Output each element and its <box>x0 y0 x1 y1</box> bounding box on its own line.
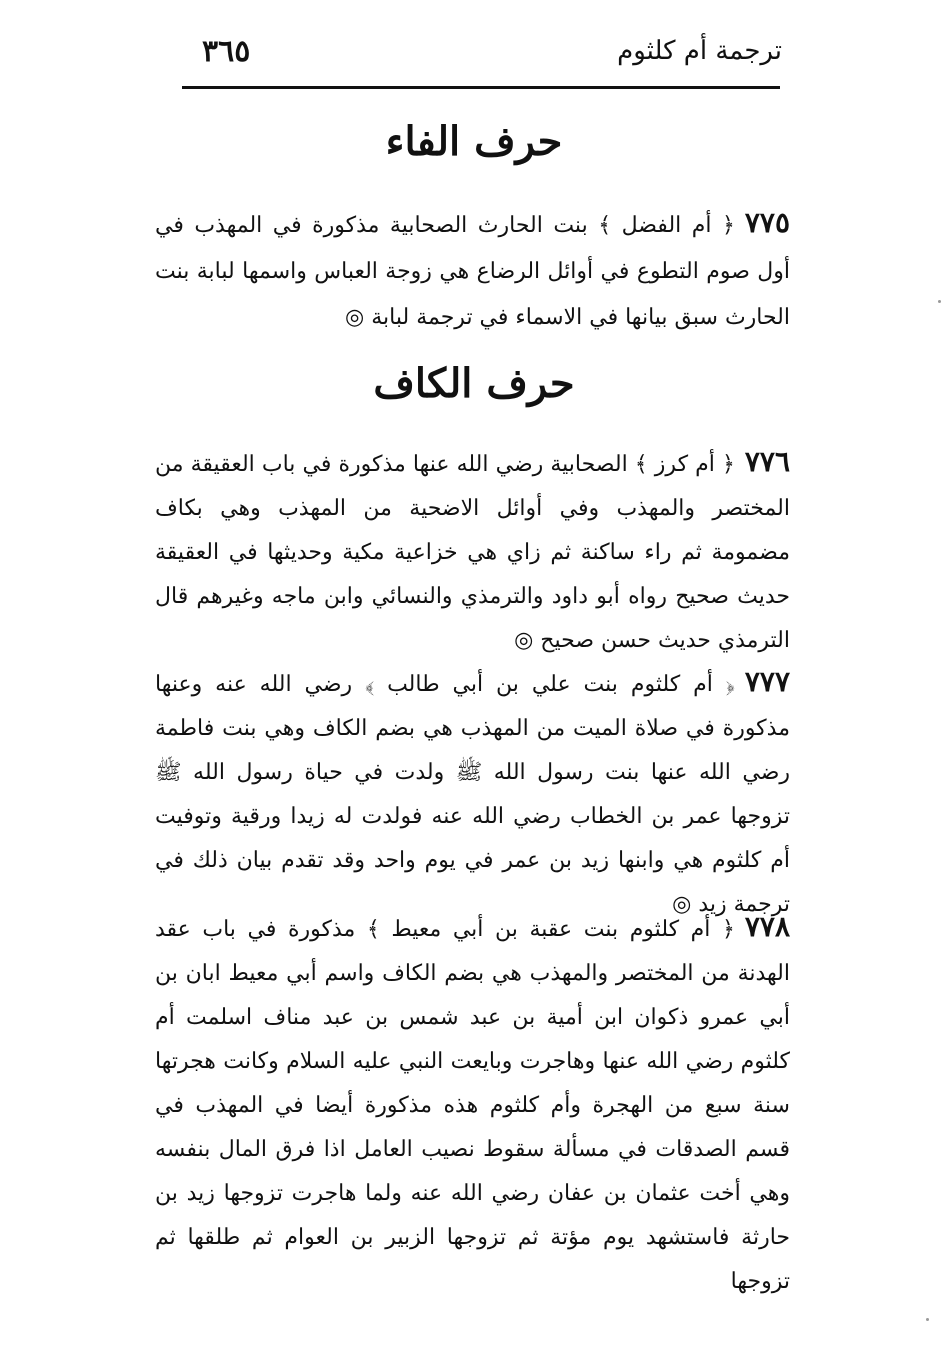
section-title-fa: حرف الفاء <box>385 118 563 165</box>
entry-text: ﴿ أم كرز ﴾ الصحابية رضي الله عنها مذكورة في باب العقيقة من المختصر والمهذب وفي أوائل الاضحية من المهذب وهي بكاف مضمومة ثم راء ساكنة ثم زاي هي خزاعية مكية وحديثها في العقيقة حديث صحيح رواه أبو داود والترمذي والنسائي وابن ماجه وغيرهم قال الترمذي حديث حسن صحيح ◎ <box>155 452 790 653</box>
entry-775 <box>155 200 790 341</box>
entry-776 <box>155 440 790 663</box>
page-header <box>182 30 782 84</box>
entry-number: ٧٧٥ <box>744 206 790 239</box>
entry-text: ﴿ أم الفضل ﴾ بنت الحارث الصحابية مذكورة في المهذب في أول صوم التطوع في أوائل الرضاع هي زوجة العباس واسمها لبابة بنت الحارث سبق بيانها في الاسماء في ترجمة لبابة ◎ <box>155 213 790 330</box>
entry-number: ٧٧٦ <box>744 445 790 478</box>
entry-text: ﴿ أم كلثوم بنت عقبة بن أبي معيط ﴾ مذكورة في باب عقد الهدنة من المختصر والمهذب هي بضم الكاف واسم أبي معيط ابان بن أبي عمرو ذكوان ابن أمية بن عبد شمس بن عبد مناف اسلمت أم كلثوم رضي الله عنها وهاجرت وبايعت النبي عليه السلام وكانت هجرتها سنة سبع من الهجرة وأم كلثوم هذه مذكورة أيضا في المهذب في قسم الصدقات في مسألة سقوط نصيب العامل اذا فرق المال بنفسه وهي أخت عثمان بن عفان رضي الله عنه ولما هاجرت تزوجها زيد بن حارثة فاستشهد يوم مؤتة ثم تزوجها الزبير بن العوام ثم طلقها ثم تزوجها <box>155 917 790 1294</box>
page-number: ٣٦٥ <box>202 34 251 69</box>
scan-speck <box>938 300 941 303</box>
section-title-kaf: حرف الكاف <box>373 360 575 407</box>
running-title: ترجمة أم كلثوم <box>617 36 782 66</box>
header-rule <box>182 86 780 89</box>
entry-number: ٧٧٧ <box>744 665 790 698</box>
entry-number: ٧٧٨ <box>744 910 790 943</box>
scan-speck <box>926 1318 929 1321</box>
entry-text: ﴿ أم كلثوم بنت علي بن أبي طالب ﴾ رضي الله عنه وعنها مذكورة في صلاة الميت من المهذب هي بضم الكاف وهي بنت فاطمة رضي الله عنها بنت رسول الله ﷺ ولدت في حياة رسول الله ﷺ تزوجها عمر بن الخطاب رضي الله عنه فولدت له زيدا ورقية وتوفيت أم كلثوم هي وابنها زيد بن عمر في يوم واحد وقد تقدم بيان ذلك في ترجمة زيد ◎ <box>155 672 790 917</box>
entry-778 <box>155 905 790 1304</box>
entry-777 <box>155 660 790 927</box>
